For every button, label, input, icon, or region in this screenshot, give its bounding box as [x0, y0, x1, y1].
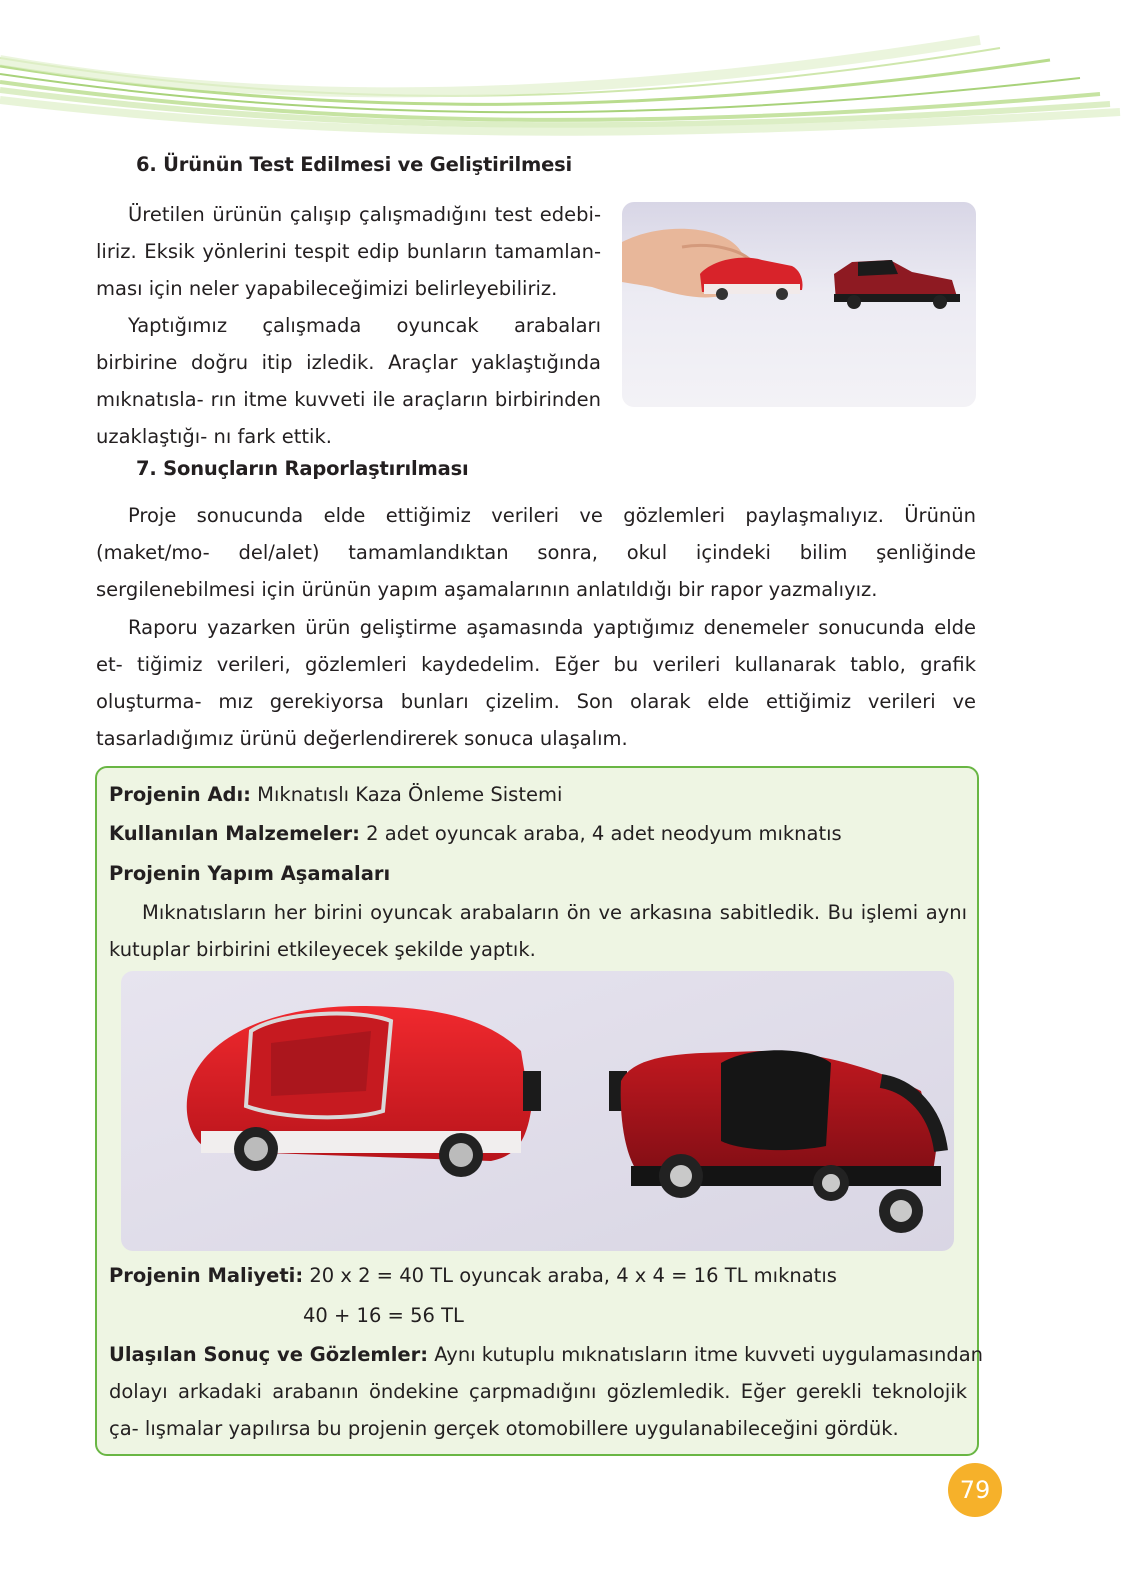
result-line: [109, 1336, 983, 1373]
text-line: Mıknatısların her birini oyuncak arabaların ön ve arkasına sabitledik. Bu işlemi aynı: [142, 901, 967, 924]
section-7-heading: 7. Sonuçların Raporlaştırılması: [136, 457, 469, 480]
text-line: lışmalar yapılırsa bu projenin gerçek otomobillere uygulanabileceğini gördük.: [144, 1417, 899, 1440]
text-line: Yaptığımız çalışmada oyuncak arabaları birbirine: [96, 314, 601, 374]
text-line: Üretilen ürünün çalışıp çalışmadığını test edebi-: [128, 203, 601, 226]
text-line: del/alet) tamamlandıktan sonra, okul içindeki bilim şenliğinde sergilenebilmesi için ürünün: [96, 541, 977, 601]
project-summary-box: [95, 766, 984, 1456]
text-line: değerlendirerek sonuca ulaşalım.: [303, 727, 628, 750]
toy-cars-test-photo: [622, 202, 976, 407]
result-paragraph: [109, 1373, 967, 1447]
section-6-heading: 6. Ürünün Test Edilmesi ve Geliştirilmesi: [136, 153, 573, 176]
text-line: ması için neler yapabileceğimizi belirleyebiliriz.: [96, 277, 558, 300]
result-first-text: Aynı kutuplu mıknatısların itme kuvveti uygulamasından: [428, 1343, 984, 1366]
cost-value: 20 x 2 = 40 TL oyuncak araba, 4 x 4 = 16 TL mıknatıs: [303, 1264, 837, 1287]
section-7-paragraph-2: [96, 609, 976, 757]
text-line: tiğimiz verileri, gözlemleri kaydedelim. Eğer bu verileri kullanarak tablo, grafik oluşturma-: [96, 653, 976, 713]
text-line: rın itme kuvveti ile araçların birbirinden uzaklaştığı-: [96, 388, 601, 448]
section-6-paragraph-2: [96, 307, 601, 455]
result-label: Ulaşılan Sonuç ve Gözlemler:: [109, 1343, 429, 1366]
project-name-line: [109, 776, 562, 813]
steps-paragraph: [109, 894, 967, 968]
text-line: Raporu yazarken ürün geliştirme aşamasında yaptığımız denemeler sonucunda elde et-: [96, 616, 976, 676]
page-number-badge: 79: [948, 1463, 1002, 1517]
section-7-paragraph-1: [96, 497, 976, 608]
text-line: doğru itip izledik. Araçlar yaklaştığında mıknatısla-: [96, 351, 601, 411]
cost-label: Projenin Maliyeti:: [109, 1264, 304, 1287]
text-line: kutuplar birbirini etkileyecek şekilde yaptık.: [109, 938, 536, 961]
text-line: Proje sonucunda elde ettiğimiz verileri ve gözlemleri paylaşmalıyız. Ürünün (maket/mo-: [96, 504, 976, 564]
project-name-label: Projenin Adı:: [109, 783, 251, 806]
text-line: nı fark ettik.: [213, 425, 332, 448]
text-line: dolayı arkadaki arabanın öndekine çarpmadığını gözlemledik. Eğer gerekli teknolojik ça-: [109, 1380, 967, 1440]
steps-heading: Projenin Yapım Aşamaları: [109, 862, 391, 885]
materials-line: [109, 815, 842, 852]
toy-cars-magnets-photo: [121, 971, 954, 1251]
text-line: yapım aşamalarının anlatıldığı bir rapor yazmalıyız.: [377, 578, 878, 601]
section-6-paragraph-1: [96, 196, 601, 307]
header-swoosh-decoration: [0, 0, 1123, 150]
cost-total: 40 + 16 = 56 TL: [303, 1304, 464, 1327]
project-name-value: Mıknatıslı Kaza Önleme Sistemi: [250, 783, 563, 806]
cost-line: [109, 1257, 837, 1294]
text-line: liriz. Eksik yönlerini tespit edip bunların tamamlan-: [96, 240, 601, 263]
materials-label: Kullanılan Malzemeler:: [109, 822, 360, 845]
text-line: mız gerekiyorsa bunları çizelim. Son olarak elde ettiğimiz verileri ve tasarladığımız ürünü: [96, 690, 976, 750]
materials-value: 2 adet oyuncak araba, 4 adet neodyum mıknatıs: [359, 822, 842, 845]
